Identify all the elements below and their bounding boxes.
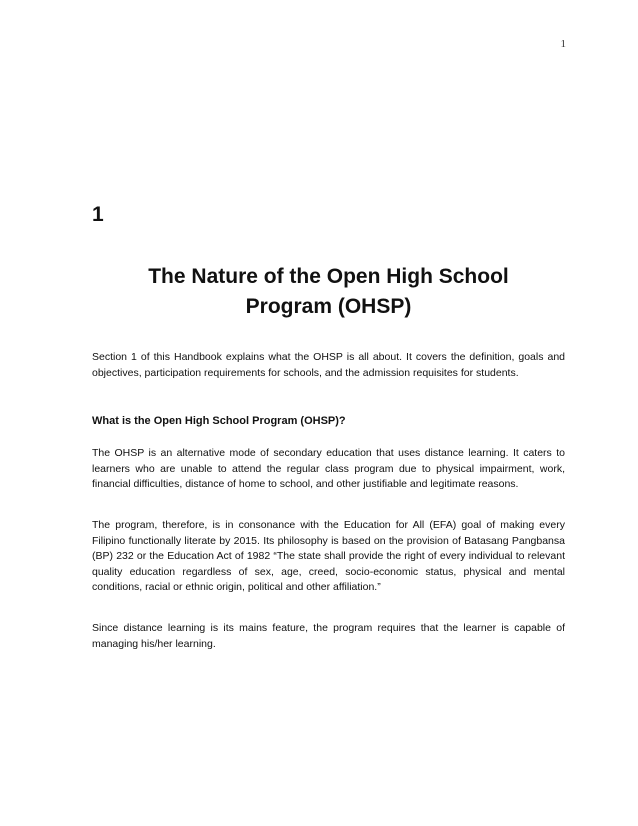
chapter-title-line-2: Program (OHSP) bbox=[245, 295, 412, 318]
body-paragraph-philosophy: The program, therefore, is in consonance with the Education for All (EFA) goal of making every Filipino functionally literate by 2015. Its philosophy is based on the provision of Batasang Pangbansa (BP) 232 or the Education Act of 1982 “The state shall provide the right of every individual to relevant quality education regardless of sex, age, creed, socio-economic status, physical and mental conditions, racial or ethnic origin, political and other affiliation.” bbox=[92, 519, 565, 593]
section-heading: What is the Open High School Program (OHSP)? bbox=[92, 415, 346, 427]
chapter-title bbox=[92, 262, 565, 322]
intro-paragraph: Section 1 of this Handbook explains what the OHSP is all about. It covers the definition, goals and objectives, participation requirements for schools, and the admission requisites for students. bbox=[92, 351, 565, 379]
page-number: 1 bbox=[560, 38, 566, 50]
body-paragraph-requirement: Since distance learning is its mains feature, the program requires that the learner is capable of managing his/her learning. bbox=[92, 622, 565, 650]
body-paragraph-definition: The OHSP is an alternative mode of secondary education that uses distance learning. It caters to learners who are unable to attend the regular class program due to physical impairment, work, financial difficulties, distance of home to school, and other justifiable and legitimate reasons. bbox=[92, 447, 565, 490]
chapter-title-line-1: The Nature of the Open High School bbox=[148, 265, 509, 288]
chapter-number: 1 bbox=[92, 203, 104, 226]
